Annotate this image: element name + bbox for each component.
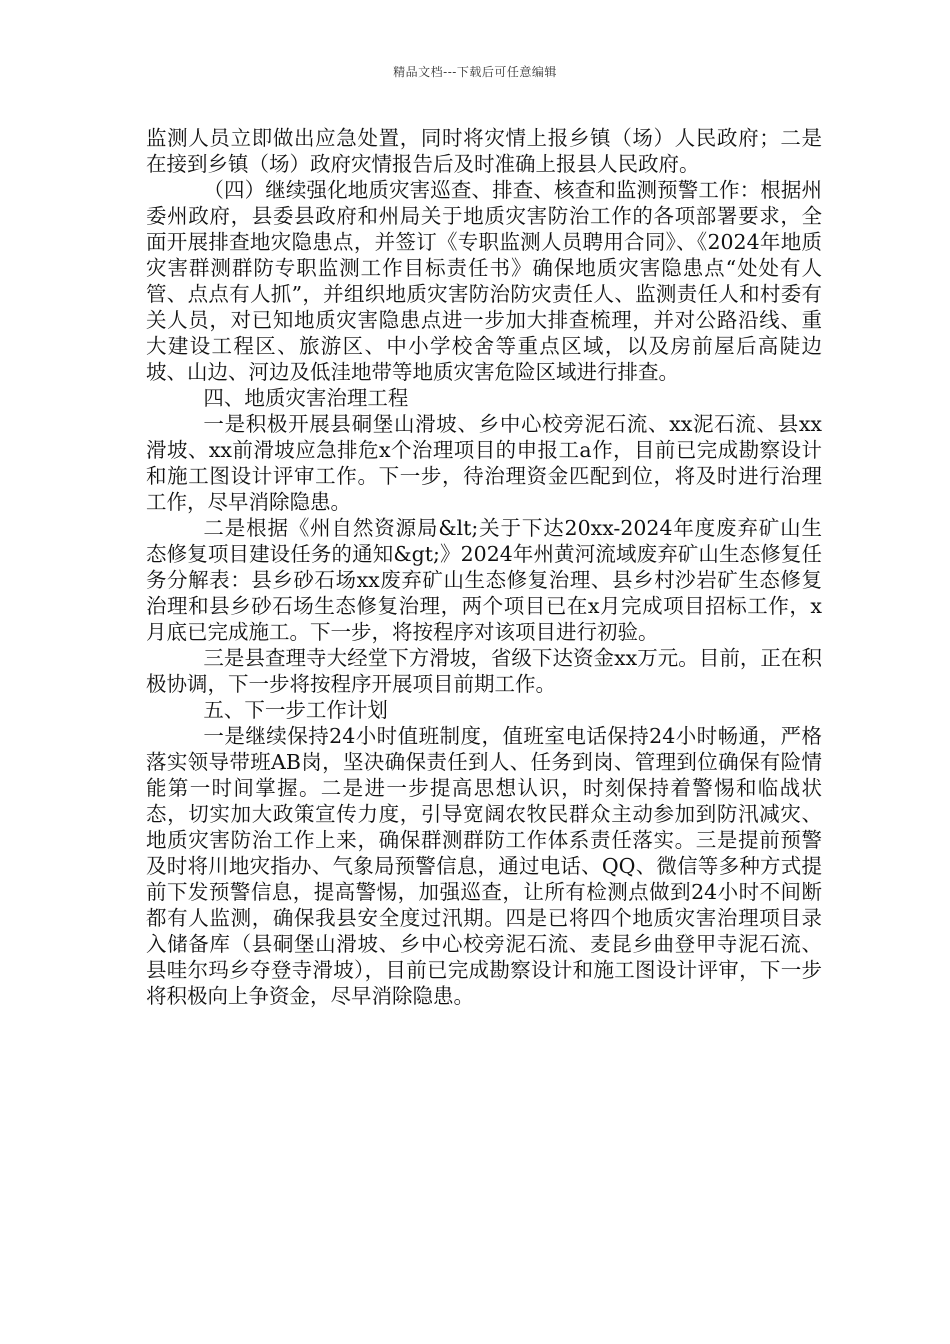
paragraph-governance-3: 三是县查理寺大经堂下方滑坡，省级下达资金xx万元。目前，正在积极协调，下一步将按程序开展项目前期工作。 bbox=[146, 646, 822, 696]
paragraph-governance-1: 一是积极开展县硐堡山滑坡、乡中心校旁泥石流、xx泥石流、县xx滑坡、xx前滑坡应急排危x个治理项目的申报工a作，目前已完成勘察设计和施工图设计评审工作。下一步，待治理资金匹配到位，将及时进行治理工作，尽早消除隐患。 bbox=[146, 412, 822, 514]
paragraph-governance-2: 二是根据《州自然资源局&lt;关于下达20xx-2024年度废弃矿山生态修复项目建设任务的通知&gt;》2024年州黄河流域废弃矿山生态修复任务分解表：县乡砂石场xx废弃矿山生态修复治理、县乡村沙岩矿生态修复治理和县乡砂石场生态修复治理，两个项目已在x月完成项目招标工作，x月底已完成施工。下一步，将按程序对该项目进行初验。 bbox=[146, 516, 822, 644]
section-heading-governance: 四、地质灾害治理工程 bbox=[203, 386, 409, 410]
document-body bbox=[146, 125, 822, 1009]
page-header: 精品文档---下载后可任意编辑 bbox=[393, 65, 557, 79]
paragraph-inspection-warning: （四）继续强化地质灾害巡查、排查、核查和监测预警工作：根据州委州政府，县委县政府和州局关于地质灾害防治工作的各项部署要求，全面开展排查地灾隐患点，并签订《专职监测人员聘用合同》、《2024年地质灾害群测群防专职监测工作目标责任书》确保地质灾害隐患点“处处有人管、点点有人抓”，并组织地质灾害防治防灾责任人、监测责任人和村委有关人员，对已知地质灾害隐患点进一步加大排查梳理，并对公路沿线、重大建设工程区、旅游区、中小学校舍等重点区域，以及房前屋后高陡边坡、山边、河边及低洼地带等地质灾害危险区域进行排查。 bbox=[146, 178, 822, 384]
paragraph-next-plan: 一是继续保持24小时值班制度，值班室电话保持24小时畅通，严格落实领导带班AB岗，坚决确保责任到人、任务到岗、管理到位确保有险情能第一时间掌握。二是进一步提高思想认识，时刻保持着警惕和临战状态，切实加大政策宣传力度，引导宽阔农牧民群众主动参加到防汛减灾、地质灾害防治工作上来，确保群测群防工作体系责任落实。三是提前预警及时将川地灾指办、气象局预警信息，通过电话、QQ、微信等多种方式提前下发预警信息，提高警惕，加强巡查，让所有检测点做到24小时不间断都有人监测，确保我县安全度过汛期。四是已将四个地质灾害治理项目录入储备库（县硐堡山滑坡、乡中心校旁泥石流、麦昆乡曲登甲寺泥石流、县哇尔玛乡夺登寺滑坡），目前已完成勘察设计和施工图设计评审，下一步将积极向上争资金，尽早消除隐患。 bbox=[146, 724, 822, 1008]
section-heading-next-plan: 五、下一步工作计划 bbox=[203, 698, 388, 722]
paragraph-emergency-report: 监测人员立即做出应急处置，同时将灾情上报乡镇（场）人民政府；二是在接到乡镇（场）政府灾情报告后及时准确上报县人民政府。 bbox=[146, 126, 822, 176]
